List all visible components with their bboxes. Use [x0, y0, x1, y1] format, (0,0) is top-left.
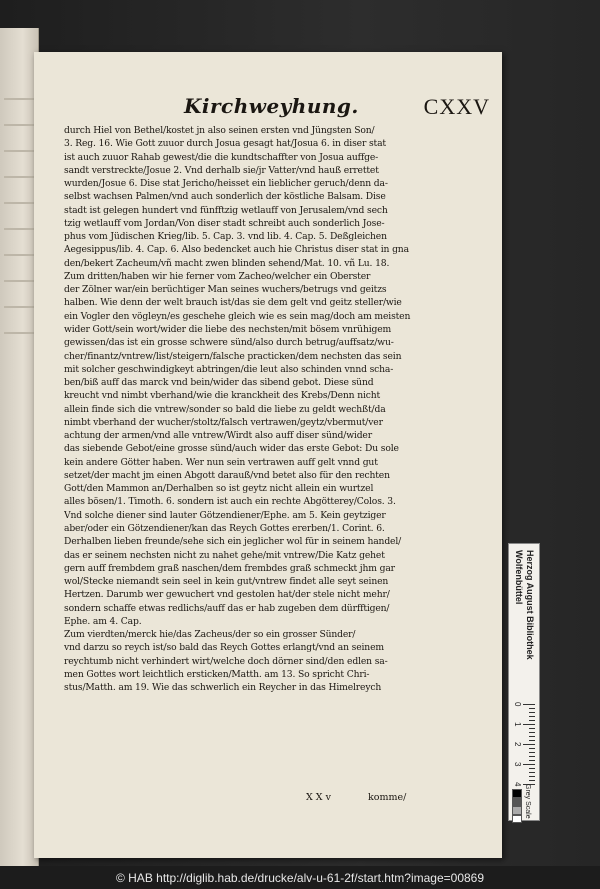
text-line: mit solcher geschwindigkeyt abtringen/die leut also schinden vnnd scha- — [64, 363, 394, 375]
text-line: der Zölner war/ein berüchtiger Man seines wuchers/betrugs vnd geitzs — [64, 284, 387, 296]
text-line: reychtumb nicht verhindert wirt/welche doch dörner sind/den edlen sa- — [64, 655, 388, 667]
ruler-tick — [529, 716, 535, 717]
text-line: stadt ist gelegen hundert vnd fünfftzig wetlauff von Jerusalem/vnd sech — [64, 204, 388, 216]
text-line: allein finde sich die vntrew/sonder so bald die liebe zu geldt wechßt/da — [64, 403, 386, 415]
library-label: Herzog August Bibliothek Wolfenbüttel — [514, 550, 535, 660]
ruler-tick — [529, 760, 535, 761]
folio-number: CXXV — [423, 94, 490, 119]
ruler-tick — [529, 756, 535, 757]
grey-scale-label: Grey Scale — [524, 784, 531, 819]
text-line: sandt verstreckte/Josue 2. Vnd derhalb sie/jr Vatter/vnd hauß errettet — [64, 164, 379, 176]
ruler-number: 3 — [513, 762, 522, 767]
ruler-tick — [523, 724, 535, 725]
ruler-tick — [523, 704, 535, 705]
ruler-number: 4 — [513, 782, 522, 787]
text-line: setzet/der macht jm einen Abgott darauß/vnd betet also für den rechten — [64, 469, 390, 481]
ruler-number: 2 — [513, 742, 522, 747]
grey-scale-patches — [512, 789, 522, 815]
text-line: 3. Reg. 16. Wie Gott zuuor durch Josua gesagt hat/Josua 6. in diser stat — [64, 138, 386, 150]
text-line: men Gottes wort leichtlich ersticken/Matth. am 13. So spricht Chri- — [64, 668, 370, 680]
text-line: kreucht vnd nimbt vberhand/wie die kranckheit des Krebs/Denn nicht — [64, 390, 381, 402]
text-line: aber/oder ein Götzendiener/kan das Reych Gottes ererben/1. Corint. 6. — [64, 522, 385, 534]
text-line: das er seinem nechsten nicht zu nahet gehe/mit vntrew/Die Katz gehet — [64, 549, 385, 561]
text-line: gewissen/das ist ein grosse schwere sünd/also durch betrug/auffsatz/wu- — [64, 337, 394, 349]
ruler-tick — [529, 728, 535, 729]
text-line: durch Hiel von Bethel/kostet jn also seinen ersten vnd Jüngsten Son/ — [64, 125, 375, 136]
color-scale-ruler — [508, 543, 540, 821]
text-line: vnd darzu so reych ist/so bald das Reych Gottes erlangt/vnd an seinem — [64, 642, 384, 654]
text-line: Ephe. am 4. Cap. — [64, 615, 142, 627]
text-line: stus/Matth. am 19. Wie das schwerlich ein Reycher in das Himelreych — [64, 682, 382, 694]
copyright-footer: © HAB http://diglib.hab.de/drucke/alv-u-61-2f/start.htm?image=00869 — [0, 866, 600, 889]
text-line: sondern schaffe etwas redlichs/auff das er hab zugeben dem dürfftigen/ — [64, 602, 390, 614]
book-page — [34, 52, 502, 858]
grey-patch — [512, 798, 522, 807]
text-line: Hertzen. Darumb wer gewuchert vnd gestolen hat/der stele nicht mehr/ — [64, 589, 390, 601]
text-line: Derhalben lieben freunde/sehe sich ein jeglicher wol für in seinem handel/ — [64, 536, 402, 548]
text-line: ben/biß auff das marck vnd bein/wider das sibend gebot. Diese sünd — [64, 377, 374, 389]
text-line: ein Vogler den vögleyn/es geschehe gleich wie es sein mag/doch am meisten — [64, 310, 411, 322]
ruler-tick — [529, 776, 535, 777]
text-line: tzig wetlauff vom Jordan/Von diser stadt schreibt auch sonderlich Jose- — [64, 217, 385, 229]
ruler-tick — [529, 708, 535, 709]
catchword: komme/ — [367, 792, 407, 803]
ruler-tick — [529, 772, 535, 773]
text-line: cher/finantz/vntrew/list/steigern/falsche practicken/dem nechsten das sein — [64, 350, 402, 362]
ruler-tick — [529, 720, 535, 721]
grey-patch — [512, 789, 522, 798]
text-line: Zum dritten/haben wir hie ferner vom Zacheo/welcher ein Oberster — [64, 270, 371, 282]
text-line: wurden/Josue 6. Dise stat Jericho/heisset ein lieblicher geruch/denn da- — [64, 178, 388, 190]
catchline — [306, 792, 456, 803]
ruler-tick — [529, 736, 535, 737]
text-line: Aegesippus/lib. 4. Cap. 6. Also bedencket auch hie Christus diser stat in gna — [64, 244, 409, 256]
ruler-tick — [529, 768, 535, 769]
text-line: wol/Stecke niemandt sein seel in kein gut/vntrew findet alle seyt seinen — [64, 576, 389, 588]
ruler-tick — [529, 740, 535, 741]
ruler-tick — [523, 764, 535, 765]
text-line: phus vom Jüdischen Krieg/lib. 5. Cap. 3. vnd lib. 4. Cap. 5. Deßgleichen — [64, 231, 387, 243]
cm-scale — [511, 704, 537, 786]
text-line: Zum vierdten/merck hie/das Zacheus/der so ein grosser Sünder/ — [64, 629, 356, 641]
running-head: Kirchweyhung. — [184, 94, 359, 118]
text-line: kein andere Götter haben. Wer nun sein vertrawen auff gelt vnnd gut — [64, 456, 378, 468]
ruler-tick — [523, 744, 535, 745]
ruler-number: 0 — [513, 702, 522, 707]
ruler-tick — [529, 712, 535, 713]
text-line: gern auff frembdem graß naschen/dem frembdes graß schmeckt jhm gar — [64, 562, 395, 574]
text-line: alles bösen/1. Timoth. 6. sondern ist auch ein rechte Abgötterey/Colos. 3. — [64, 496, 396, 508]
text-line: wider Gott/sein wort/wider die liebe des nechsten/mit bösem vnrühigem — [64, 323, 392, 335]
text-line: halben. Wie denn der welt brauch ist/das sie dem gelt vnd geitz steller/wie — [64, 297, 402, 309]
ruler-tick — [529, 748, 535, 749]
body-text — [64, 124, 479, 694]
ruler-tick — [529, 780, 535, 781]
text-line: Vnd solche diener sind lauter Götzendiener/Ephe. am 5. Kein geytziger — [64, 509, 386, 521]
grey-patch — [512, 815, 522, 824]
ruler-number: 1 — [513, 722, 522, 727]
text-line: ist auch zuuor Rahab gewest/die die kundtschaffter von Josua auffge- — [64, 151, 379, 163]
ruler-tick — [529, 732, 535, 733]
text-line: nimbt vberhand der wucher/stoltz/falsch vertrawen/geytz/vbermut/ver — [64, 416, 383, 428]
signature-mark: X X v — [306, 792, 331, 803]
text-line: achtung der armen/vnd alle vntrew/Wirdt also auff diser sünd/wider — [64, 430, 372, 442]
ruler-tick — [529, 752, 535, 753]
text-line: Gott/den Mammon an/Derhalben so ist geytz nicht allein ein wurtzel — [64, 483, 374, 495]
text-line: den/bekert Zacheum/vñ macht zwen blinden sehend/Mat. 10. vñ Lu. 18. — [64, 257, 390, 269]
text-line: das siebende Gebot/eine grosse sünd/auch wider das erste Gebot: Du sole — [64, 443, 399, 455]
text-line: selbst wachsen Palmen/vnd auch sonderlich der köstliche Balsam. Dise — [64, 191, 386, 203]
page-header — [184, 94, 490, 120]
grey-patch — [512, 806, 522, 815]
